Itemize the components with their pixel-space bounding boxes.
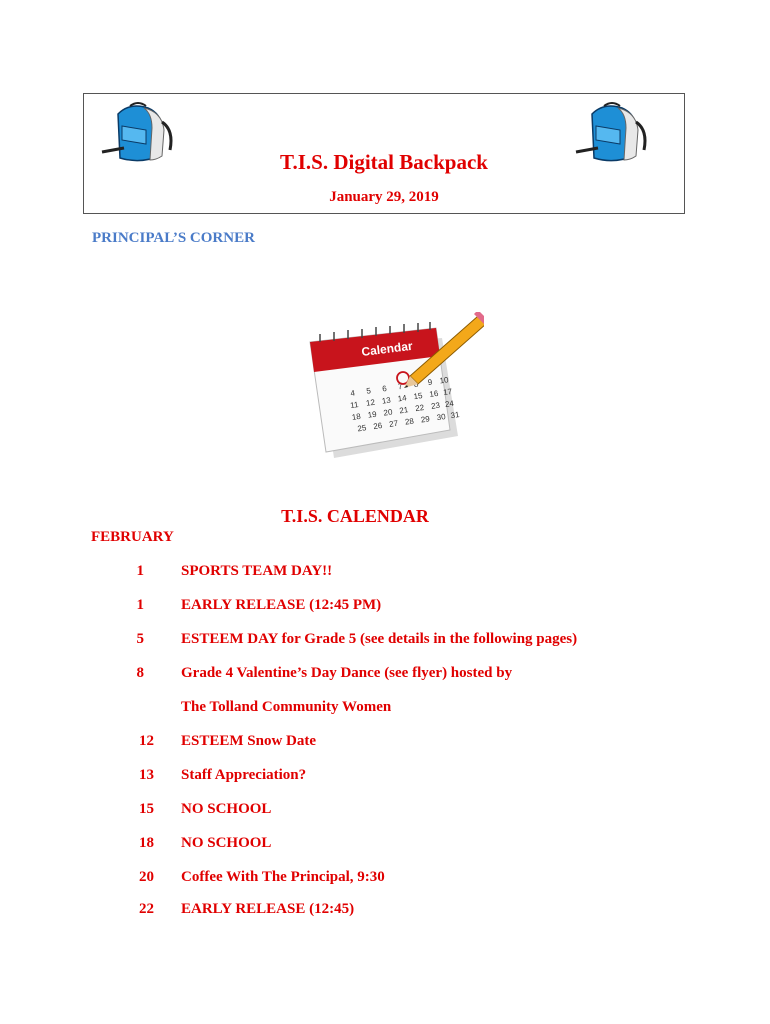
svg-text:13: 13	[381, 395, 392, 406]
event-day: 12	[139, 733, 154, 749]
svg-text:9: 9	[427, 377, 433, 388]
event-day: 1	[136, 563, 144, 579]
svg-text:26: 26	[372, 420, 383, 432]
event-day: 18	[139, 835, 154, 851]
event-day: 8	[136, 665, 144, 681]
event-day: 15	[139, 801, 154, 817]
svg-text:29: 29	[420, 414, 431, 425]
svg-text:4: 4	[349, 388, 356, 398]
newsletter-title: T.I.S. Digital Backpack	[280, 150, 488, 174]
event-day: 1	[136, 597, 144, 613]
event-day: 22	[139, 901, 154, 917]
event-text: ESTEEM Snow Date	[181, 733, 317, 749]
svg-text:6: 6	[381, 383, 388, 394]
svg-text:30: 30	[436, 412, 447, 423]
svg-text:11: 11	[349, 400, 360, 411]
svg-text:22: 22	[414, 402, 425, 414]
svg-text:31: 31	[449, 410, 461, 421]
calendar-header-label: Calendar	[360, 338, 414, 359]
svg-text:20: 20	[382, 407, 394, 418]
svg-text:27: 27	[388, 418, 399, 429]
event-text: The Tolland Community Women	[181, 699, 392, 715]
principals-corner-heading: PRINCIPAL’S CORNER	[92, 230, 255, 246]
svg-text:19: 19	[367, 409, 378, 420]
calendar-with-pencil-icon	[290, 312, 484, 464]
svg-text:15: 15	[412, 391, 424, 402]
svg-text:28: 28	[404, 416, 415, 427]
svg-text:17: 17	[442, 386, 453, 398]
event-text: Coffee With The Principal, 9:30	[181, 869, 385, 885]
svg-text:5: 5	[365, 386, 372, 396]
svg-text:21: 21	[398, 405, 409, 416]
event-day: 20	[139, 869, 154, 885]
svg-text:24: 24	[444, 398, 455, 409]
newsletter-date: January 29, 2019	[329, 189, 439, 205]
event-text: NO SCHOOL	[181, 801, 272, 817]
event-text: EARLY RELEASE (12:45 PM)	[181, 597, 382, 613]
event-day: 5	[136, 631, 144, 647]
svg-text:7: 7	[397, 381, 404, 392]
event-text: Staff Appreciation?	[181, 767, 307, 783]
svg-text:10: 10	[439, 375, 450, 386]
svg-text:18: 18	[351, 411, 362, 423]
event-text: ESTEEM DAY for Grade 5 (see details in the following pages)	[181, 631, 578, 647]
newsletter-header	[83, 93, 685, 214]
svg-text:12: 12	[365, 397, 376, 408]
svg-text:16: 16	[428, 388, 439, 400]
calendar-section-title: T.I.S. CALENDAR	[281, 506, 429, 526]
calendar-month-label: FEBRUARY	[91, 529, 174, 545]
svg-text:23: 23	[430, 400, 441, 411]
event-text: EARLY RELEASE (12:45)	[181, 901, 355, 917]
event-text: SPORTS TEAM DAY!!	[181, 563, 333, 579]
event-day: 13	[139, 767, 154, 783]
svg-text:25: 25	[356, 423, 367, 434]
svg-text:14: 14	[397, 393, 408, 404]
event-text: NO SCHOOL	[181, 835, 272, 851]
event-text: Grade 4 Valentine’s Day Dance (see flyer) hosted by	[181, 665, 513, 681]
